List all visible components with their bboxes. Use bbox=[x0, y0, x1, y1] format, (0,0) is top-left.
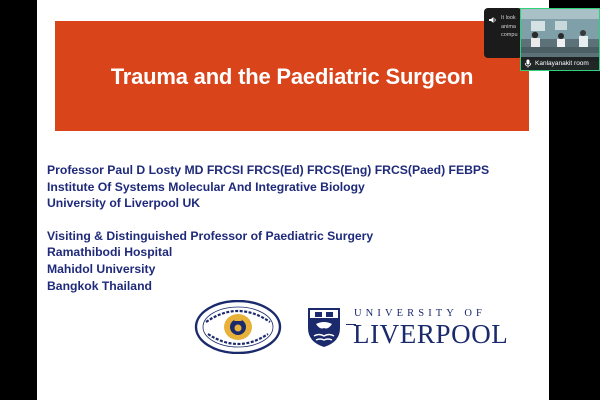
notification-line-1: It look bbox=[501, 15, 516, 21]
speaker-icon bbox=[489, 16, 497, 24]
notification-line-2: anima bbox=[501, 23, 516, 30]
slide-line-hospital: Ramathibodi Hospital bbox=[47, 245, 173, 260]
slide-title-bar bbox=[55, 21, 529, 131]
slide-line-author: Professor Paul D Losty MD FRCSI FRCS(Ed) FRCS(Eng) FRCS(Paed) FEBPS bbox=[47, 163, 490, 177]
shared-slide bbox=[37, 0, 549, 400]
slide-line-bangkok: Bangkok Thailand bbox=[47, 278, 152, 293]
microphone-icon bbox=[524, 59, 532, 68]
liverpool-university-name: LIVERPOOL bbox=[353, 319, 509, 349]
participant-video-tile[interactable] bbox=[520, 8, 600, 71]
notification-line-3: compu bbox=[501, 32, 518, 38]
liverpool-university-label: UNIVERSITY OF bbox=[354, 308, 486, 319]
slide-line-visiting: Visiting & Distinguished Professor of Paediatric Surgery bbox=[47, 228, 374, 243]
slide-line-mahidol: Mahidol University bbox=[47, 261, 156, 276]
video-feed bbox=[521, 9, 600, 61]
mahidol-seal-logo bbox=[194, 300, 282, 354]
notification-text bbox=[501, 14, 522, 40]
slide-line-university: University of Liverpool UK bbox=[47, 196, 201, 211]
liverpool-shield-logo bbox=[306, 306, 342, 348]
slide-line-institute: Institute Of Systems Molecular And Integrative Biology bbox=[47, 179, 365, 194]
notification-popup[interactable] bbox=[484, 8, 522, 58]
slide-title: Trauma and the Paediatric Surgeon bbox=[110, 64, 474, 89]
slide-body bbox=[47, 162, 542, 294]
slide-logos bbox=[194, 300, 534, 360]
video-caption: Kanlayanakit room bbox=[521, 57, 600, 70]
